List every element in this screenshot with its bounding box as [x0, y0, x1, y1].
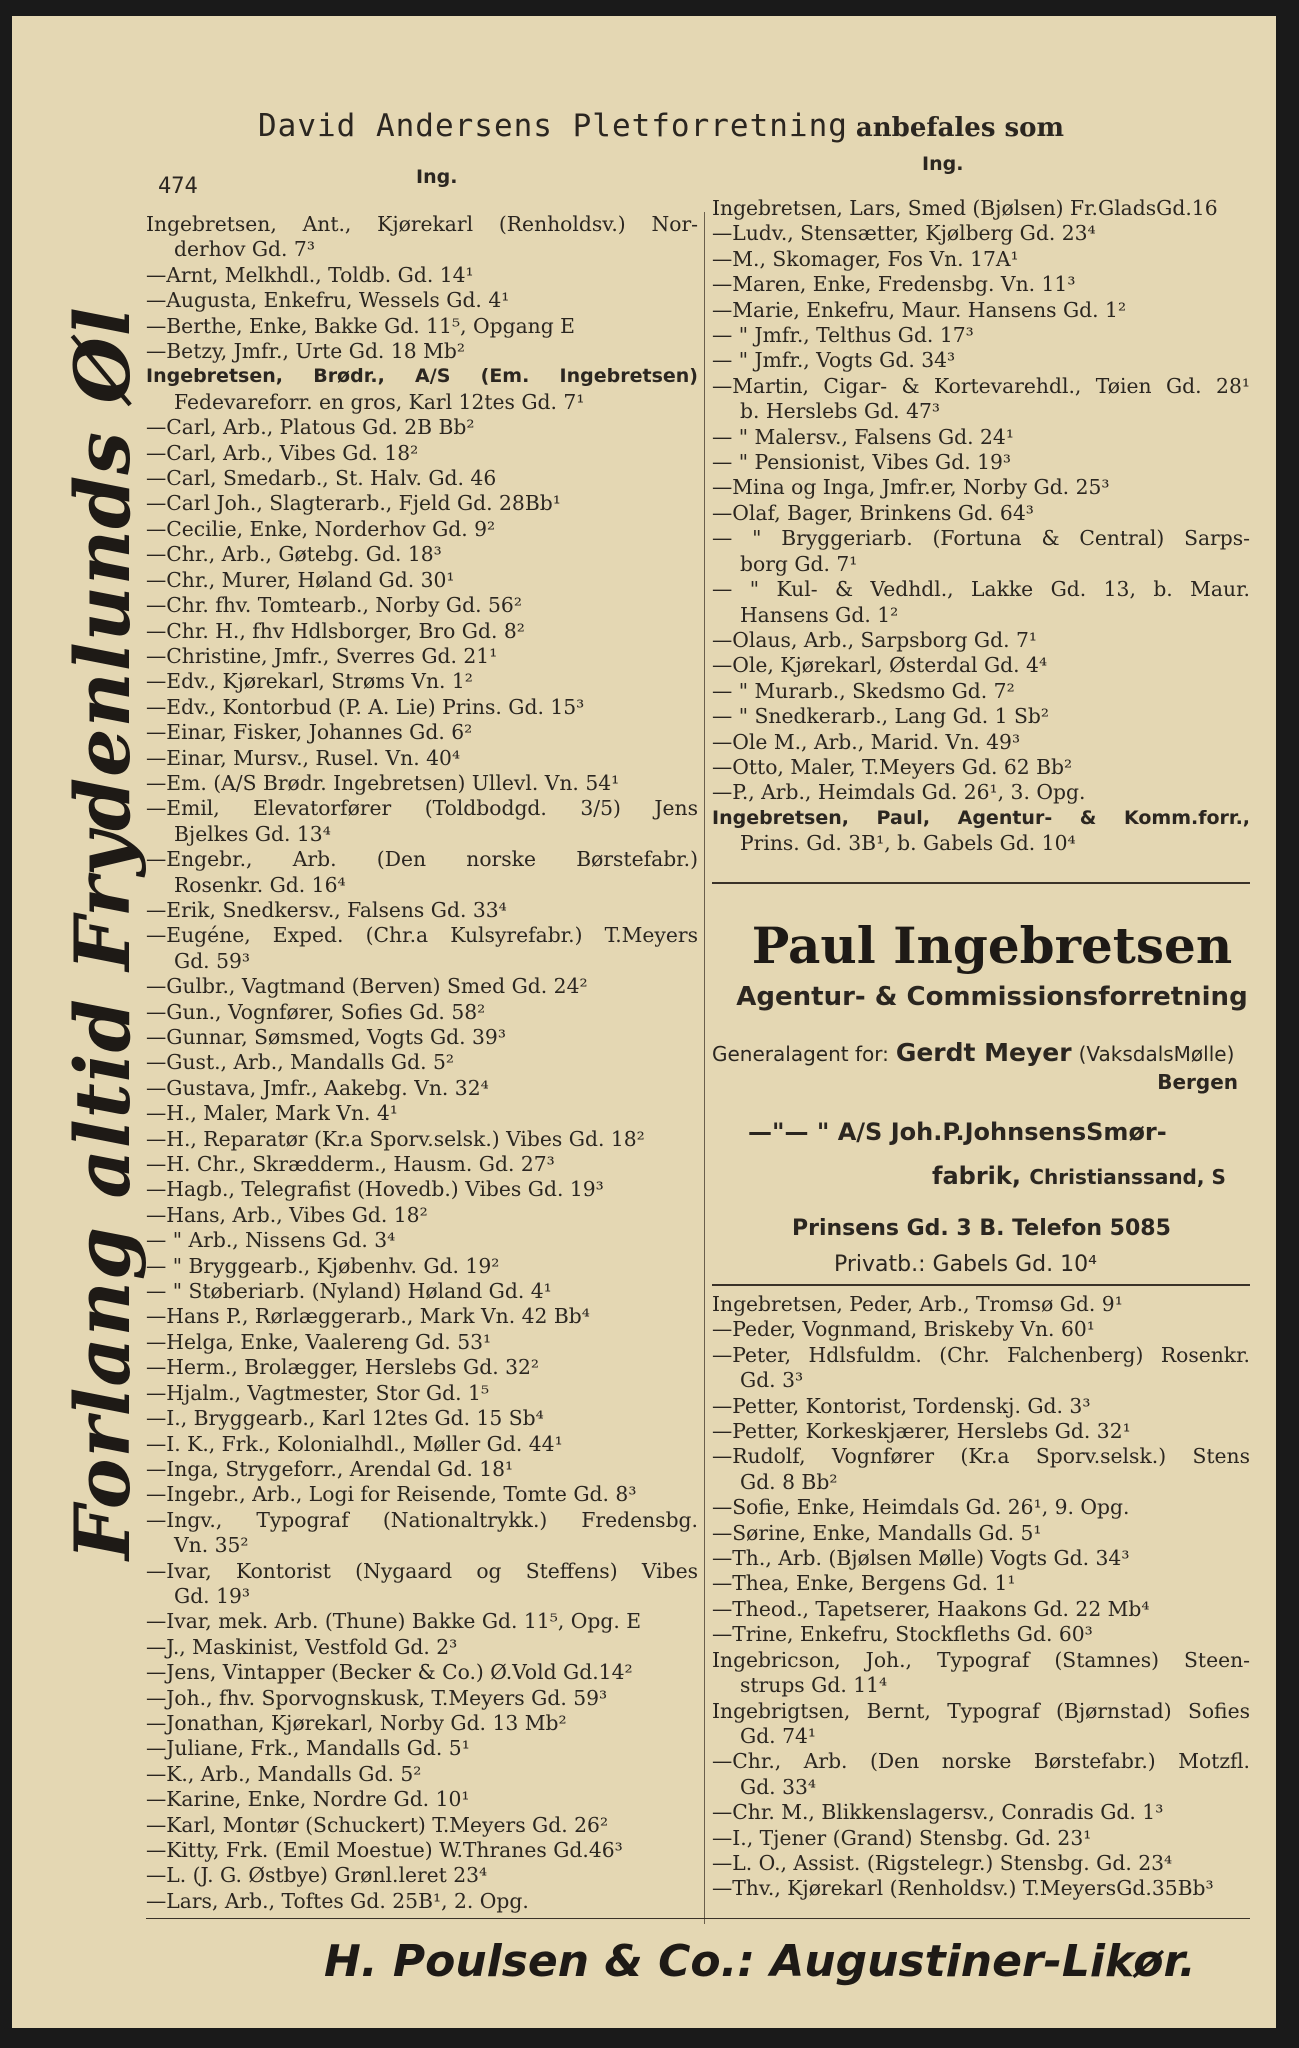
- directory-entry: —Gun., Vognfører, Sofies Gd. 58²: [146, 999, 486, 1024]
- directory-entry: —Gustava, Jmfr., Aakebg. Vn. 32⁴: [146, 1075, 489, 1100]
- directory-entry: —I., Tjener (Grand) Stensbg. Gd. 23¹: [712, 1825, 1092, 1850]
- directory-entry: — " Jmfr., Telthus Gd. 17³: [712, 323, 974, 348]
- directory-entry: —Hagb., Telegrafist (Hovedb.) Vibes Gd. 19³: [146, 1177, 604, 1202]
- directory-entry: Fedevareforr. en gros, Karl 12tes Gd. 7¹: [174, 389, 585, 414]
- directory-entry: Gd. 3³: [740, 1368, 804, 1393]
- directory-entry: —Petter, Kontorist, Tordenskj. Gd. 3³: [712, 1393, 1091, 1418]
- directory-entry: —L. O., Assist. (Rigstelegr.) Stensbg. Gd. 23⁴: [712, 1850, 1173, 1875]
- directory-entry: —Ivar, Kontorist (Nygaard og Steffens) Vibes: [146, 1558, 698, 1583]
- directory-entry: — " Malersv., Falsens Gd. 24¹: [712, 424, 1014, 449]
- right-column-top: [712, 196, 1250, 857]
- directory-entry: —Christine, Jmfr., Sverres Gd. 21¹: [146, 643, 498, 668]
- directory-entry: —Sofie, Enke, Heimdals Gd. 26¹, 9. Opg.: [712, 1495, 1130, 1520]
- directory-entry: Vn. 35²: [174, 1533, 249, 1558]
- directory-entry: Gd. 8 Bb²: [740, 1469, 838, 1494]
- directory-entry: —Chr., Arb. (Den norske Børstefabr.) Motzfl.: [712, 1749, 1250, 1774]
- directory-entry: Gd. 59³: [174, 948, 251, 973]
- ad-line3-paren: (VaksdalsMølle): [1078, 1042, 1235, 1066]
- directory-entry: —Peter, Hdlsfuldm. (Chr. Falchenberg) Rosenkr.: [712, 1342, 1250, 1367]
- directory-entry: —Chr., Murer, Høland Gd. 30¹: [146, 567, 455, 592]
- directory-entry: —Hans P., Rørlæggerarb., Mark Vn. 42 Bb⁴: [146, 1304, 590, 1329]
- directory-entry: — " Bryggeriarb. (Fortuna & Central) Sarps-: [712, 526, 1250, 551]
- right-column-head: Ing.: [922, 153, 964, 175]
- directory-entry: —I. K., Frk., Kolonialhdl., Møller Gd. 44¹: [146, 1431, 563, 1456]
- page-header: [258, 108, 1064, 144]
- directory-entry: —Juliane, Frk., Mandalls Gd. 5¹: [146, 1736, 470, 1761]
- directory-entry: — " Bryggearb., Kjøbenhv. Gd. 19²: [146, 1253, 500, 1278]
- directory-entry: borg Gd. 7¹: [740, 551, 858, 576]
- directory-entry: —Einar, Mursv., Rusel. Vn. 40⁴: [146, 745, 461, 770]
- directory-entry: —Gust., Arb., Mandalls Gd. 5²: [146, 1050, 455, 1075]
- directory-entry: —Otto, Maler, T.Meyers Gd. 62 Bb²: [712, 754, 1073, 779]
- directory-entry: — " Arb., Nissens Gd. 3⁴: [146, 1228, 396, 1253]
- directory-entry: —Lars, Arb., Toftes Gd. 25B¹, 2. Opg.: [146, 1888, 529, 1913]
- directory-entry: —Engebr., Arb. (Den norske Børstefabr.): [146, 847, 698, 872]
- directory-entry: —Ingv., Typograf (Nationaltrykk.) Fredensbg.: [146, 1507, 698, 1532]
- ad-city: Bergen: [1157, 1070, 1238, 1094]
- directory-entry: —Petter, Korkeskjærer, Herslebs Gd. 32¹: [712, 1419, 1131, 1444]
- directory-entry: —K., Arb., Mandalls Gd. 5²: [146, 1761, 422, 1786]
- ad-general-agent: [712, 1038, 1234, 1067]
- ad-bottom-rule: [712, 1284, 1250, 1286]
- ad-line6-b: Christianssand, S: [1029, 1165, 1226, 1189]
- ad-line6-a: fabrik,: [932, 1162, 1021, 1190]
- ad-subtitle: Agentur- & Commissionsforretning: [736, 982, 1248, 1012]
- directory-entry: —L. (J. G. Østbye) Grønl.leret 23⁴: [146, 1863, 488, 1888]
- directory-entry: Gd. 74¹: [740, 1723, 817, 1748]
- directory-entry: —Arnt, Melkhdl., Toldb. Gd. 14¹: [146, 262, 474, 287]
- directory-entry: Ingebretsen, Ant., Kjørekarl (Renholdsv.) Nor-: [146, 212, 698, 236]
- directory-entry: —Marie, Enkefru, Maur. Hansens Gd. 1²: [712, 297, 1127, 322]
- directory-entry: —J., Maskinist, Vestfold Gd. 2³: [146, 1634, 458, 1659]
- ad-line3-name: Gerdt Meyer: [895, 1038, 1072, 1067]
- directory-entry: — " Snedkerarb., Lang Gd. 1 Sb²: [712, 704, 1050, 729]
- directory-entry: Gd. 33⁴: [740, 1774, 817, 1799]
- directory-entry: Rosenkr. Gd. 16⁴: [174, 872, 346, 897]
- ad-line3-label: Generalagent for:: [712, 1042, 889, 1066]
- directory-entry: —Eugéne, Exped. (Chr.a Kulsyrefabr.) T.Meyers: [146, 923, 698, 948]
- directory-entry: —Hans, Arb., Vibes Gd. 18²: [146, 1202, 428, 1227]
- directory-entry: —Cecilie, Enke, Norderhov Gd. 9²: [146, 516, 496, 541]
- directory-entry: —Rudolf, Vognfører (Kr.a Sporv.selsk.) Stens: [712, 1444, 1250, 1469]
- directory-entry: Ingebricson, Joh., Typograf (Stamnes) Steen-: [712, 1647, 1250, 1672]
- ad-name: Paul Ingebretsen: [751, 916, 1233, 975]
- directory-entry: —Erik, Snedkersv., Falsens Gd. 33⁴: [146, 897, 507, 922]
- directory-entry: —Emil, Elevatorfører (Toldbodgd. 3/5) Jens: [146, 796, 698, 821]
- directory-entry: —Thea, Enke, Bergens Gd. 1¹: [712, 1571, 1016, 1596]
- directory-entry: —Chr., Arb., Gøtebg. Gd. 18³: [146, 542, 442, 567]
- directory-entry: — " Støberiarb. (Nyland) Høland Gd. 4¹: [146, 1279, 552, 1304]
- directory-entry: —Karl, Montør (Schuckert) T.Meyers Gd. 26²: [146, 1812, 609, 1837]
- directory-entry: —Berthe, Enke, Bakke Gd. 11⁵, Opgang E: [146, 313, 575, 338]
- header-title: David Andersens Pletforretning: [258, 108, 848, 144]
- directory-entry: — " Kul- & Vedhdl., Lakke Gd. 13, b. Maur.: [712, 577, 1250, 602]
- directory-entry: —Ivar, mek. Arb. (Thune) Bakke Gd. 11⁵, Opg. E: [146, 1609, 642, 1634]
- directory-entry: Ingebretsen, Brødr., A/S (Em. Ingebretsen): [146, 365, 698, 388]
- directory-entry: —Jonathan, Kjørekarl, Norby Gd. 13 Mb²: [146, 1710, 567, 1735]
- directory-entry: —Olaf, Bager, Brinkens Gd. 64³: [712, 500, 1034, 525]
- directory-entry: —Ole M., Arb., Marid. Vn. 49³: [712, 729, 1021, 754]
- directory-entry: —H. Chr., Skrædderm., Hausm. Gd. 27³: [146, 1152, 555, 1177]
- column-divider: [704, 212, 705, 1924]
- directory-entry: —Jens, Vintapper (Becker & Co.) Ø.Vold Gd.14²: [146, 1660, 633, 1685]
- directory-entry: —Theod., Tapetserer, Haakons Gd. 22 Mb⁴: [712, 1596, 1150, 1621]
- directory-entry: —Trine, Enkefru, Stockfleths Gd. 60³: [712, 1622, 1093, 1647]
- right-column-bottom: [712, 1292, 1250, 1902]
- directory-entry: —Carl Joh., Slagterarb., Fjeld Gd. 28Bb¹: [146, 491, 561, 516]
- directory-entry: —Joh., fhv. Sporvognskusk, T.Meyers Gd. 59³: [146, 1685, 608, 1710]
- directory-entry: Ingebrigtsen, Bernt, Typograf (Bjørnstad) Sofies: [712, 1698, 1250, 1723]
- ad-company: —"— " A/S Joh.P.JohnsensSmør-: [748, 1118, 1167, 1146]
- directory-entry: —Th., Arb. (Bjølsen Mølle) Vogts Gd. 34³: [712, 1546, 1130, 1571]
- header-tail: anbefales som: [855, 113, 1065, 143]
- footer-advert: H. Poulsen & Co.: Augustiner-Likør.: [324, 1936, 1196, 1987]
- left-column-head: Ing.: [416, 166, 458, 188]
- sidebar-advert: Forlang altid Frydenlunds Øl: [58, 306, 147, 1560]
- directory-entry: —Gunnar, Sømsmed, Vogts Gd. 39³: [146, 1025, 506, 1049]
- ad-top-rule: [712, 882, 1250, 884]
- directory-entry: —Ole, Kjørekarl, Østerdal Gd. 4⁴: [712, 653, 1048, 678]
- directory-entry: Prins. Gd. 3B¹, b. Gabels Gd. 10⁴: [740, 831, 1076, 856]
- directory-entry: —Mina og Inga, Jmfr.er, Norby Gd. 25³: [712, 475, 1110, 500]
- directory-entry: —Inga, Strygeforr., Arendal Gd. 18¹: [146, 1456, 514, 1481]
- directory-entry: —Herm., Brolægger, Herslebs Gd. 32²: [146, 1355, 540, 1380]
- directory-entry: —Chr. H., fhv Hdlsborger, Bro Gd. 8²: [146, 618, 525, 643]
- directory-entry: —Helga, Enke, Vaalereng Gd. 53¹: [146, 1329, 492, 1354]
- directory-entry: —H., Maler, Mark Vn. 4¹: [146, 1101, 398, 1126]
- directory-entry: —H., Reparatør (Kr.a Sporv.selsk.) Vibes Gd. 18²: [146, 1126, 645, 1151]
- directory-entry: —Edv., Kontorbud (P. A. Lie) Prins. Gd. 15³: [146, 694, 585, 719]
- directory-entry: —Ingebr., Arb., Logi for Reisende, Tomte Gd. 8³: [146, 1482, 637, 1507]
- directory-entry: — " Jmfr., Vogts Gd. 34³: [712, 348, 956, 373]
- directory-entry: — " Pensionist, Vibes Gd. 19³: [712, 450, 1012, 475]
- directory-entry: —Chr. M., Blikkenslagersv., Conradis Gd. 1³: [712, 1800, 1164, 1825]
- directory-entry: Ingebretsen, Peder, Arb., Tromsø Gd. 9¹: [712, 1292, 1123, 1316]
- directory-entry: —Peder, Vognmand, Briskeby Vn. 60¹: [712, 1317, 1095, 1342]
- directory-entry: —Olaus, Arb., Sarpsborg Gd. 7¹: [712, 627, 1038, 652]
- directory-entry: — " Murarb., Skedsmo Gd. 7²: [712, 678, 1015, 703]
- ad-private: Privatb.: Gabels Gd. 10⁴: [834, 1252, 1097, 1277]
- directory-entry: —Augusta, Enkefru, Wessels Gd. 4¹: [146, 288, 510, 313]
- directory-entry: Hansens Gd. 1²: [740, 602, 899, 627]
- directory-entry: Ingebretsen, Lars, Smed (Bjølsen) Fr.GladsGd.16: [712, 196, 1218, 220]
- directory-entry: Gd. 19³: [174, 1583, 251, 1608]
- directory-entry: —Ludv., Stensætter, Kjølberg Gd. 23⁴: [712, 221, 1096, 246]
- directory-entry: —Hjalm., Vagtmester, Stor Gd. 1⁵: [146, 1380, 490, 1405]
- directory-entry: —Edv., Kjørekarl, Strøms Vn. 1²: [146, 669, 473, 694]
- directory-entry: —P., Arb., Heimdals Gd. 26¹, 3. Opg.: [712, 780, 1086, 805]
- directory-entry: —Carl, Arb., Platous Gd. 2B Bb²: [146, 415, 475, 440]
- directory-entry: —Carl, Smedarb., St. Halv. Gd. 46: [146, 466, 497, 491]
- footer-rule: [146, 1918, 1250, 1919]
- directory-entry: Bjelkes Gd. 13⁴: [174, 821, 331, 846]
- directory-entry: —M., Skomager, Fos Vn. 17A¹: [712, 246, 1019, 271]
- directory-entry: —Carl, Arb., Vibes Gd. 18²: [146, 440, 419, 465]
- paul-ingebretsen-ad: [712, 892, 1272, 1282]
- directory-entry: Ingebretsen, Paul, Agentur- & Komm.forr.,: [712, 806, 1250, 829]
- directory-entry: strups Gd. 11⁴: [740, 1673, 888, 1698]
- directory-entry: b. Herslebs Gd. 47³: [740, 399, 941, 424]
- directory-page: [12, 16, 1276, 2028]
- directory-entry: —Karine, Enke, Nordre Gd. 10¹: [146, 1787, 470, 1812]
- directory-entry: —Maren, Enke, Fredensbg. Vn. 11³: [712, 272, 1076, 297]
- page-number: 474: [158, 174, 198, 199]
- directory-entry: —Sørine, Enke, Mandalls Gd. 5¹: [712, 1520, 1042, 1545]
- directory-entry: derhov Gd. 7³: [174, 237, 315, 262]
- directory-entry: —Martin, Cigar- & Kortevarehdl., Tøien Gd. 28¹: [712, 373, 1250, 398]
- directory-entry: —Chr. fhv. Tomtearb., Norby Gd. 56²: [146, 593, 522, 618]
- directory-entry: —Betzy, Jmfr., Urte Gd. 18 Mb²: [146, 339, 465, 364]
- left-column: [146, 212, 698, 1914]
- directory-entry: —Einar, Fisker, Johannes Gd. 6²: [146, 720, 473, 745]
- ad-address: Prinsens Gd. 3 B. Telefon 5085: [792, 1216, 1171, 1241]
- directory-entry: —Em. (A/S Brødr. Ingebretsen) Ullevl. Vn. 54¹: [146, 770, 620, 795]
- directory-entry: —I., Bryggearb., Karl 12tes Gd. 15 Sb⁴: [146, 1406, 544, 1431]
- ad-company-cont: [932, 1162, 1226, 1190]
- directory-entry: —Thv., Kjørekarl (Renholdsv.) T.MeyersGd.35Bb³: [712, 1876, 1214, 1901]
- directory-entry: —Kitty, Frk. (Emil Moestue) W.Thranes Gd.46³: [146, 1838, 623, 1862]
- directory-entry: —Gulbr., Vagtmand (Berven) Smed Gd. 24²: [146, 974, 588, 999]
